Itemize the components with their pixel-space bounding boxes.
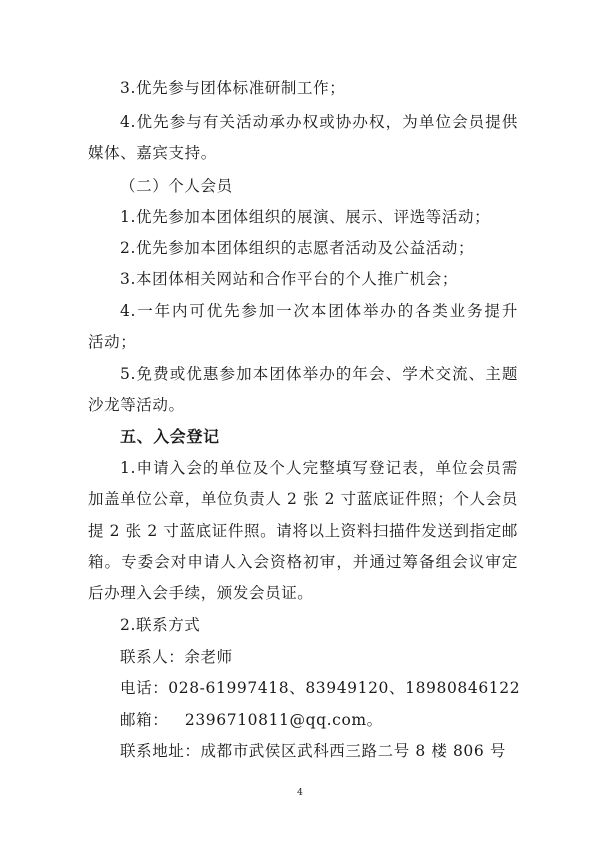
contact-address: 联系地址：成都市武侯区武科西三路二号 8 楼 806 号: [120, 742, 506, 760]
page-number: 4: [297, 788, 303, 798]
text-line: 加盖单位公章，单位负责人 2 张 2 寸蓝底证件照；个人会员: [88, 490, 518, 508]
contact-email: 邮箱： 2396710811@qq.com。: [120, 711, 383, 729]
text-line: 4.一年内可优先参加一次本团体举办的各类业务提升: [120, 302, 518, 320]
text-line: 活动；: [88, 333, 137, 351]
text-line: 4.优先参与有关活动承办权或协办权，为单位会员提供: [120, 113, 518, 131]
section-subheading: （二）个人会员: [120, 177, 233, 195]
text-line: 提 2 张 2 寸蓝底证件照。请将以上资料扫描件发送到指定邮: [88, 522, 518, 540]
contact-phone: 电话：028-61997418、83949120、18980846122: [120, 679, 521, 697]
contact-person: 联系人：余老师: [120, 648, 233, 666]
text-line: 1.申请入会的单位及个人完整填写登记表，单位会员需: [120, 459, 518, 477]
text-line: 3.本团体相关网站和合作平台的个人推广机会；: [120, 270, 458, 288]
text-line: 2.优先参加本团体组织的志愿者活动及公益活动；: [120, 239, 475, 257]
text-line: 箱。专委会对申请人入会资格初审，并通过筹备组会议审定: [88, 553, 518, 571]
text-line: 2.联系方式: [120, 616, 201, 634]
text-line: 媒体、嘉宾支持。: [88, 144, 217, 162]
text-line: 沙龙等活动。: [88, 396, 185, 414]
text-line: 后办理入会手续，颁发会员证。: [88, 584, 314, 602]
text-line: 3.优先参与团体标准研制工作；: [120, 79, 346, 97]
text-line: 5.免费或优惠参加本团体举办的年会、学术交流、主题: [120, 365, 518, 383]
section-heading: 五、入会登记: [120, 427, 220, 446]
text-line: 1.优先参加本团体组织的展演、展示、评选等活动；: [120, 208, 491, 226]
